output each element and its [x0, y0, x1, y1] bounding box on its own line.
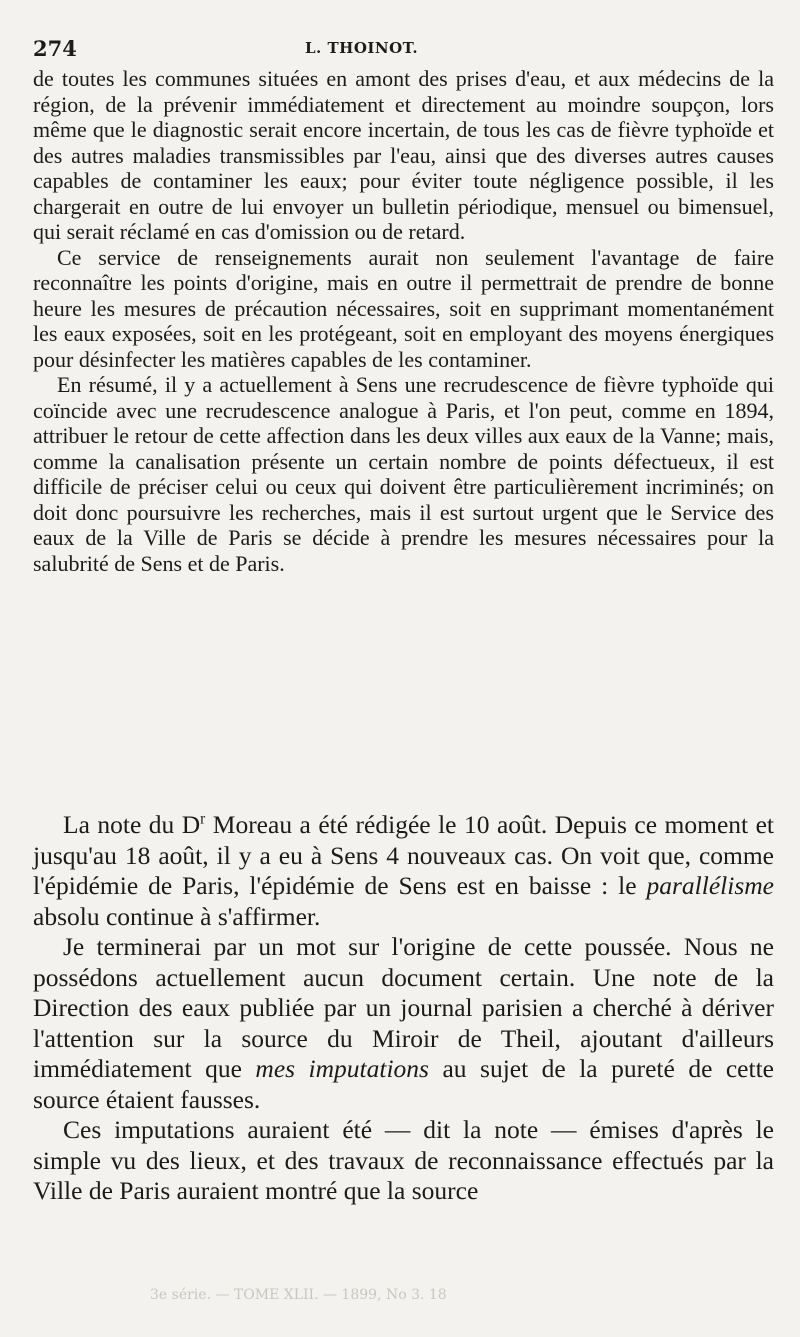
paragraph: En résumé, il y a actuellement à Sens une recrudescence de fièvre typhoïde qui coïncide avec une recrudescence analogue à Paris, et l'on peut, comme en 1894, attribuer le retour de cette affection dans les deux villes aux eaux de la Vanne; mais, comme la canalisation présente un certain nombre de points défectueux, il est difficile de préciser celui ou ceux qui doivent être particulièrement incriminés; on doit donc poursuivre les recherches, mais il est surtout urgent que le Service des eaux de la Ville de Paris se décide à prendre les mesures nécessaires pour la salubrité de Sens et de Paris. — [33, 372, 774, 576]
page-number: 274 — [33, 36, 77, 61]
superscript: r — [200, 810, 206, 828]
text-run: Moreau a été rédigée le 10 août. Depuis ce moment et jusqu'au 18 août, il y a eu à Sens 4 nouveaux cas. On voit que, comme l'épidémie de Paris, l'épidémie de Sens est en baisse : le — [33, 810, 775, 900]
paragraph: Ce service de renseignements aurait non seulement l'avantage de faire reconnaître les points d'origine, mais en outre il permettrait de prendre de bonne heure les mesures de précaution nécessaires, soit en supprimant momentanément les eaux exposées, soit en les protégeant, soit en employant des moyens énergiques pour désinfecter les matières capables de les contaminer. — [33, 244, 774, 372]
header-author: L. THOINOT. — [305, 39, 419, 57]
paragraph — [33, 932, 774, 1115]
footer-signature-mark: 3e série. — TOME XLII. — 1899, No 3. 18 — [150, 1287, 447, 1303]
text-run: La note du D — [63, 810, 201, 839]
text-run: au sujet de la pureté de cette source étaient fausses. — [33, 1054, 774, 1114]
running-head — [33, 36, 774, 64]
quoted-report-text — [33, 66, 774, 576]
text-run: absolu continue à s'affirmer. — [33, 901, 321, 931]
main-text — [33, 810, 774, 1207]
paragraph — [33, 810, 774, 932]
italic-text: parallélisme — [646, 871, 774, 900]
italic-text: mes imputations — [255, 1054, 429, 1083]
text-run: Je terminerai par un mot sur l'origine de cette poussée. Nous ne possédons actuellement aucun document certain. Une note de la Direction des eaux publiée par un journal parisien a cherché à dériver l'attention sur la source du Miroir de Theil, ajoutant d'ailleurs immédiatement que — [33, 932, 774, 1083]
paragraph: de toutes les communes situées en amont des prises d'eau, et aux médecins de la région, de la prévenir immédiatement et directement au moindre soupçon, lors même que le diagnostic serait encore incertain, de tous les cas de fièvre typhoïde et des autres maladies transmissibles par l'eau, ainsi que des diverses autres causes capables de contaminer les eaux; pour éviter toute négligence possible, il les chargerait en outre de lui envoyer un bulletin périodique, mensuel ou bimensuel, qui serait réclamé en cas d'omission ou de retard. — [33, 66, 774, 244]
paragraph: Ces imputations auraient été — dit la note — émises d'après le simple vu des lieux, et des travaux de reconnaissance effectués par la Ville de Paris auraient montré que la source — [33, 1115, 774, 1205]
